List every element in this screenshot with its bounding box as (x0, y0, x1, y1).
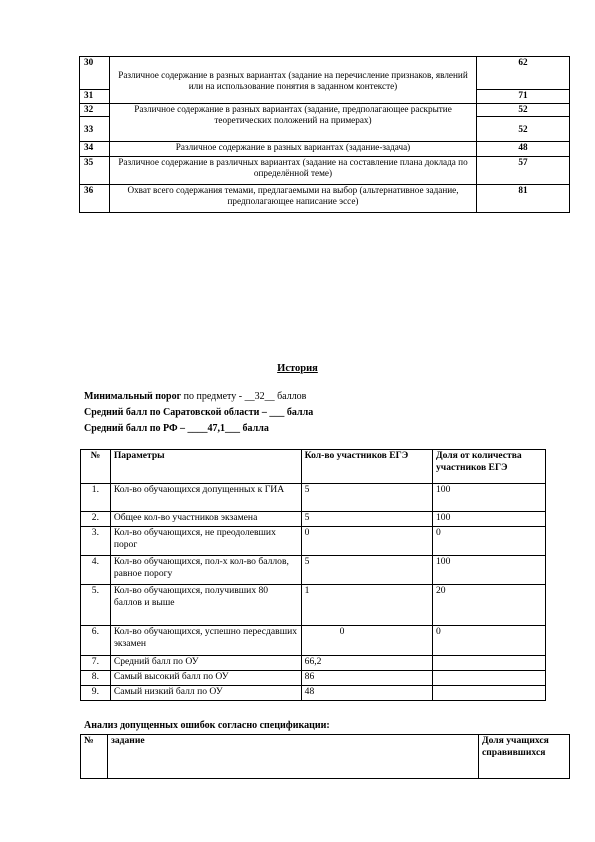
header-count: Кол-во участников ЕГЭ (301, 450, 432, 484)
table-row (81, 626, 546, 656)
table-row (80, 104, 570, 117)
row-param: Кол-во обучающихся допущенных к ГИА (110, 484, 301, 512)
task-description: Охват всего содержания темами, предлагаемыми на выбор (альтернативное задание, предполагающее написание эссе) (110, 185, 477, 213)
row-number: 3. (81, 527, 111, 556)
header-params: Параметры (110, 450, 301, 484)
row-count: 5 (301, 484, 432, 512)
row-share: 0 (432, 527, 545, 556)
header-task: задание (108, 735, 479, 779)
table-row (81, 585, 546, 626)
task-value: 48 (477, 142, 570, 157)
task-value: 52 (477, 104, 570, 117)
row-number: 8. (81, 671, 111, 686)
row-share: 20 (432, 585, 545, 626)
row-number: 5. (81, 585, 111, 626)
row-number: 7. (81, 656, 111, 671)
task-value: 57 (477, 157, 570, 185)
header-num: № (81, 450, 111, 484)
task-number: 36 (80, 185, 110, 213)
avg-region-line: Средний балл по Саратовской области – ___ балла (84, 407, 314, 418)
min-threshold-text: по предмету - __32__ баллов (181, 391, 307, 402)
row-count: 0 (301, 527, 432, 556)
task-description: Различное содержание в различных вариантах (задание на составление плана доклада по определённой теме) (110, 157, 477, 185)
row-share: 100 (432, 556, 545, 585)
row-number: 4. (81, 556, 111, 585)
table-row (81, 656, 546, 671)
task-value: 62 (477, 57, 570, 90)
task-number: 32 (80, 104, 110, 117)
task-description: Различное содержание в разных вариантах (задание, предполагающее раскрытие теоретических положений на примерах) (110, 104, 477, 142)
table-row (81, 671, 546, 686)
row-count: 48 (301, 686, 432, 701)
row-count: 5 (301, 556, 432, 585)
task-number: 30 (80, 57, 110, 90)
table-row (81, 556, 546, 585)
analysis-title: Анализ допущенных ошибок согласно спецификации: (84, 720, 330, 731)
header-share: Доля от количества участников ЕГЭ (432, 450, 545, 484)
row-share: 0 (432, 626, 545, 656)
row-number: 1. (81, 484, 111, 512)
table-row (81, 686, 546, 701)
avg-rf-line: Средний балл по РФ – ____47,1___ балла (84, 423, 269, 434)
header-share: Доля учащихся справившихся (479, 735, 570, 779)
tasks-table (79, 56, 570, 213)
row-share (432, 656, 545, 671)
task-number: 33 (80, 117, 110, 142)
task-number: 34 (80, 142, 110, 157)
task-value: 81 (477, 185, 570, 213)
analysis-table (80, 734, 570, 779)
header-num: № (81, 735, 108, 779)
table-header-row (81, 450, 546, 484)
row-count: 1 (301, 585, 432, 626)
table-row (80, 142, 570, 157)
row-param: Общее кол-во участников экзамена (110, 512, 301, 527)
row-count: 5 (301, 512, 432, 527)
task-value: 52 (477, 117, 570, 142)
row-param: Кол-во обучающихся, не преодолевших порог (110, 527, 301, 556)
table-row (81, 512, 546, 527)
row-count: 86 (301, 671, 432, 686)
row-count: 0 (301, 626, 432, 656)
row-share: 100 (432, 512, 545, 527)
task-value: 71 (477, 90, 570, 104)
table-row (81, 527, 546, 556)
row-number: 2. (81, 512, 111, 527)
min-threshold-line (84, 391, 306, 402)
task-description: Различное содержание в разных вариантах (задание-задача) (110, 142, 477, 157)
table-row (80, 57, 570, 90)
table-row (80, 157, 570, 185)
row-param: Кол-во обучающихся, успешно пересдавших экзамен (110, 626, 301, 656)
row-param: Кол-во обучающихся, получивших 80 баллов и выше (110, 585, 301, 626)
row-share (432, 671, 545, 686)
row-count: 66,2 (301, 656, 432, 671)
row-param: Самый высокий балл по ОУ (110, 671, 301, 686)
section-title: История (277, 363, 318, 374)
task-number: 31 (80, 90, 110, 104)
table-row (81, 484, 546, 512)
table-row (80, 185, 570, 213)
row-param: Самый низкий балл по ОУ (110, 686, 301, 701)
row-share: 100 (432, 484, 545, 512)
row-param: Средний балл по ОУ (110, 656, 301, 671)
row-param: Кол-во обучающихся, пол-х кол-во баллов, равное порогу (110, 556, 301, 585)
params-table (80, 449, 546, 701)
row-share (432, 686, 545, 701)
task-description: Различное содержание в разных вариантах (задание на перечисление признаков, явлений или на использование понятия в заданном контексте) (110, 57, 477, 104)
row-number: 6. (81, 626, 111, 656)
table-header-row (81, 735, 570, 779)
row-number: 9. (81, 686, 111, 701)
min-threshold-label: Минимальный порог (84, 391, 182, 402)
task-number: 35 (80, 157, 110, 185)
